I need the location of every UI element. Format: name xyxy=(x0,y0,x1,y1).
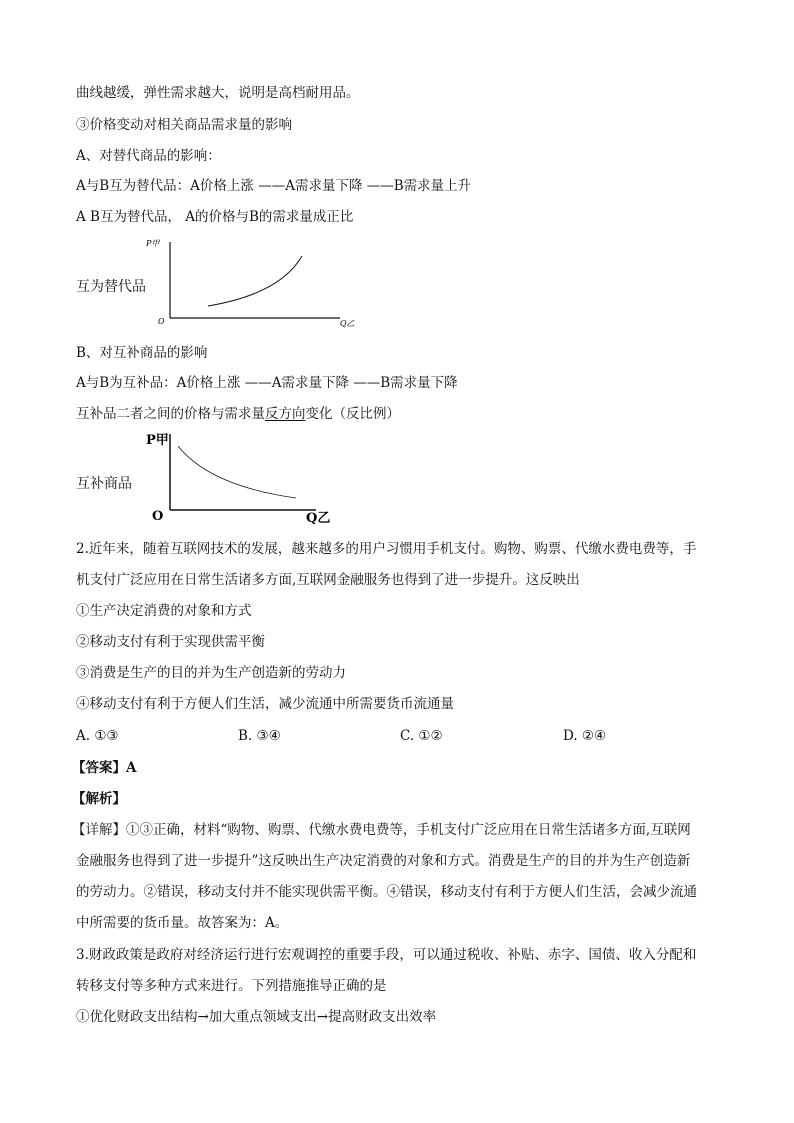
graph-label-complements: 互补商品 xyxy=(76,476,132,492)
origin-label: O xyxy=(152,509,164,524)
y-axis-label: P甲 xyxy=(146,433,169,448)
substitutes-curve xyxy=(208,256,302,306)
question-2: 2.近年来，随着互联网技术的发展，越来越多的用户习惯用手机支付。购物、购票、代缴水费电费等，手 xyxy=(76,541,697,557)
choice-b: B. ③④ xyxy=(238,728,281,744)
explanation-line: 【详解】①③正确，材料“购物、购票、代缴水费电费等，手机支付广泛应用在日常生活诸多方面,互联网 xyxy=(72,822,691,838)
statement-3: ③消费是生产的目的并为生产创造新的劳动力 xyxy=(76,665,346,681)
text-line: ③价格变动对相关商品需求量的影响 xyxy=(76,117,292,133)
y-axis-label: P甲 xyxy=(146,239,160,248)
question-3: 3.财政政策是政府对经济运行进行宏观调控的重要手段，可以通过税收、补贴、赤字、国债、收入分配和 xyxy=(76,947,697,963)
underlined-text: 反方向 xyxy=(265,406,306,422)
text-line: 互补品二者之间的价格与需求量反方向变化（反比例） xyxy=(76,406,400,422)
question-3: 转移支付等多种方式来进行。下列措施推导正确的是 xyxy=(76,978,387,994)
answer-heading: 【答案】A xyxy=(72,760,137,776)
statement-1: ①优化财政支出结构→加大重点领域支出→提高财政支出效率 xyxy=(76,1009,437,1025)
analysis-heading: 【解析】 xyxy=(72,791,126,807)
complements-curve xyxy=(178,446,296,498)
explanation-line: 中所需要的货币量。故答案为：A。 xyxy=(76,915,289,931)
choice-d: D. ②④ xyxy=(563,728,607,744)
statement-1: ①生产决定消费的对象和方式 xyxy=(76,603,252,619)
statement-4: ④移动支付有利于方便人们生活，减少流通中所需要货币流通量 xyxy=(76,696,454,712)
explanation-line: 的劳动力。②错误，移动支付并不能实现供需平衡。④错误，移动支付有利于方便人们生活，会减少流通 xyxy=(76,884,697,900)
statement-2: ②移动支付有利于实现供需平衡 xyxy=(76,634,265,650)
x-axis-label: Q乙 xyxy=(306,511,331,526)
text-line: B、对互补商品的影响 xyxy=(76,345,208,361)
text-line: A与B为互补品：A价格上涨 ——A需求量下降 ——B需求量下降 xyxy=(76,375,458,391)
text-line: A、对替代商品的影响： xyxy=(76,148,221,164)
substitutes-graph xyxy=(140,236,360,336)
question-2: 机支付广泛应用在日常生活诸多方面,互联网金融服务也得到了进一步提升。这反映出 xyxy=(76,572,580,588)
choice-c: C. ①② xyxy=(400,728,443,744)
x-axis-label: Q乙 xyxy=(340,319,355,328)
text-line: A与B互为替代品：A价格上涨 ——A需求量下降 ——B需求量上升 xyxy=(76,178,472,194)
choice-a: A. ①③ xyxy=(76,728,119,744)
text-line: 曲线越缓，弹性需求越大，说明是高档耐用品。 xyxy=(76,85,360,101)
explanation-line: 金融服务也得到了进一步提升”这反映出生产决定消费的对象和方式。消费是生产的目的并为生产创造新 xyxy=(76,853,691,869)
graph-label-substitutes: 互为替代品 xyxy=(76,279,146,295)
origin-label: O xyxy=(158,317,165,326)
complements-graph xyxy=(140,428,360,528)
text-line: A B互为替代品， A的价格与B的需求量成正比 xyxy=(76,209,354,225)
